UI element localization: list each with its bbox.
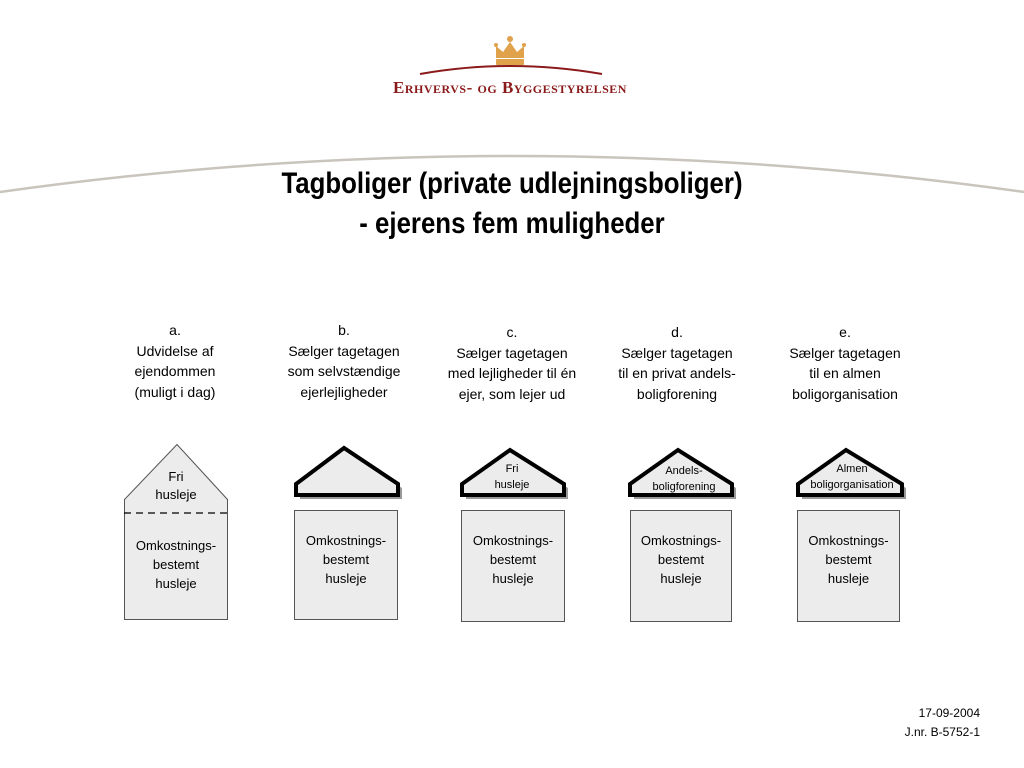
box-line: Omkostnings- <box>640 533 722 548</box>
house-a-box-text <box>126 536 226 593</box>
box-line: bestemt <box>322 552 370 567</box>
option-a-label <box>90 320 260 402</box>
option-line: Sælger tagetagen <box>288 342 400 359</box>
logo-text: Erhvervs- og Byggestyrelsen <box>393 78 627 97</box>
option-b-label <box>259 320 429 402</box>
option-line: Sælger tagetagen <box>789 344 901 361</box>
roof-line: husleje <box>494 479 530 491</box>
option-line: som selvstændige <box>287 363 401 379</box>
box-d <box>630 510 732 622</box>
house-a-roof-text <box>126 468 226 504</box>
roof-line: boligorganisation <box>810 479 894 491</box>
footer-reference: J.nr. B-5752-1 <box>904 725 980 739</box>
roof-e-text <box>796 461 908 493</box>
option-line: ejendommen <box>134 363 216 379</box>
option-c-label <box>427 322 597 404</box>
box-b <box>294 510 398 620</box>
box-line: Omkostnings- <box>135 538 217 553</box>
crown-icon <box>492 34 528 70</box>
box-line: husleje <box>155 576 197 591</box>
option-line: (muligt i dag) <box>134 383 216 400</box>
option-letter: c. <box>506 324 518 340</box>
option-line: med lejligheder til én <box>447 365 577 381</box>
option-letter: d. <box>671 324 683 340</box>
roof-line: Almen <box>836 463 868 475</box>
footer-date: 17-09-2004 <box>918 706 980 720</box>
option-line: til en almen <box>809 365 881 381</box>
option-line: ejerlejligheder <box>300 383 388 400</box>
option-line: ejer, som lejer ud <box>458 385 566 402</box>
footer <box>905 704 980 742</box>
title-line-1: Tagboliger (private udlejningsboliger) <box>281 167 743 200</box>
logo <box>340 30 680 110</box>
roof-line: Andels- <box>665 465 703 477</box>
box-line: bestemt <box>489 552 537 567</box>
box-line: husleje <box>325 571 367 586</box>
box-line: husleje <box>492 571 534 586</box>
roof-b <box>292 444 408 502</box>
title-line-2: - ejerens fem muligheder <box>359 207 665 240</box>
option-line: Udvidelse af <box>136 342 214 359</box>
box-line: bestemt <box>825 552 872 567</box>
option-line: boligforening <box>636 385 718 402</box>
roof-line: boligforening <box>652 481 716 493</box>
box-e <box>797 510 900 622</box>
box-line: bestemt <box>657 552 705 567</box>
roof-d-text <box>632 463 736 495</box>
option-line: til en privat andels- <box>618 365 736 381</box>
option-line: Sælger tagetagen <box>621 344 733 361</box>
box-line: bestemt <box>152 557 200 572</box>
option-letter: a. <box>169 322 181 338</box>
roof-c-text <box>472 461 552 493</box>
option-e-label <box>760 322 930 404</box>
box-c <box>461 510 565 622</box>
option-d-label <box>592 322 762 404</box>
page-title <box>72 164 953 244</box>
option-line: Sælger tagetagen <box>456 344 568 361</box>
option-line: boligorganisation <box>792 385 898 402</box>
box-line: Omkostnings- <box>472 533 554 548</box>
box-line: husleje <box>660 571 702 586</box>
roof-line: husleje <box>155 487 197 502</box>
box-line: Omkostnings- <box>305 533 387 548</box>
option-letter: e. <box>839 324 851 340</box>
roof-line: Fri <box>505 463 519 475</box>
box-line: husleje <box>827 571 870 586</box>
option-letter: b. <box>338 322 350 338</box>
box-line: Omkostnings- <box>808 533 889 548</box>
roof-line: Fri <box>168 469 184 484</box>
